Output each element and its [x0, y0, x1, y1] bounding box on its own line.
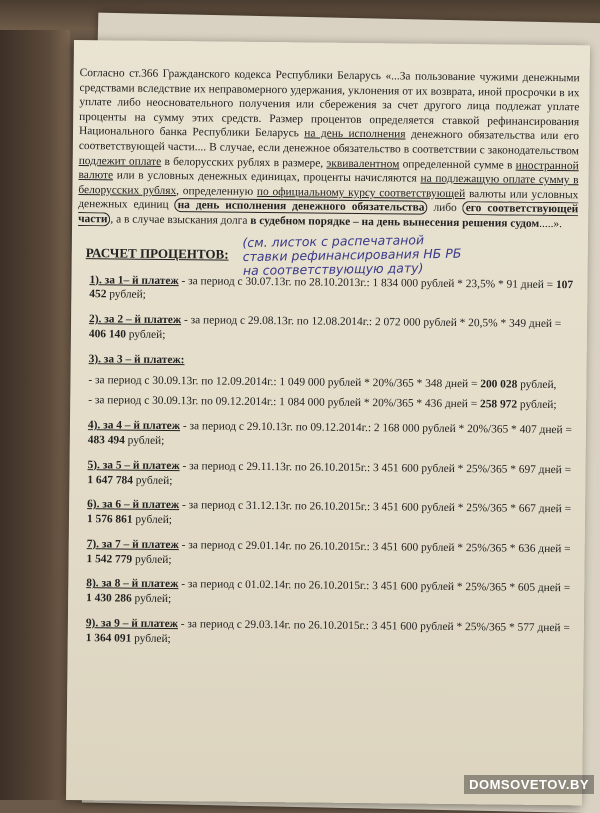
payment-entry-6: 6). за 6 – й платеж - за период с 31.12.13г. по 26.10.2015г.: 3 451 600 рублей * 25%/365 * 667 дней = 1 576 861 рублей;	[86, 498, 572, 527]
background-left	[0, 0, 70, 800]
payment-entry-4: 4). за 4 – й платеж - за период с 29.10.13г. по 09.12.2014г.: 2 168 000 рублей * 20%/365 * 407 дней = 483 494 рублей;	[87, 419, 572, 447]
payment-entry-8: 8). за 8 – й платеж - за период с 01.02.14г. по 26.10.2015г.: 3 451 600 рублей * 25%/365 * 605 дней = 1 430 286 рублей;	[86, 577, 571, 606]
payment-entry-3-sub-2: - за период с 30.09.13г. по 09.12.2014г.: 1 084 000 рублей * 20%/365 * 436 дней = 258 972 рублей;	[88, 394, 557, 412]
payment-entry-2: 2). за 2 – й платеж - за период с 29.08.13г. по 12.08.2014г.: 2 072 000 рублей * 20,5% * 349 дней = 406 140 рублей;	[88, 313, 562, 341]
payment-entries	[74, 273, 578, 651]
calculation-heading: РАСЧЕТ ПРОЦЕНТОВ:	[85, 244, 229, 262]
payment-entry-1: 1). за 1– й платеж - за период с 30.07.13г. по 28.10.2013г.: 1 834 000 рублей * 23,5% * 91 дней = 107 452 рублей;	[89, 273, 574, 302]
watermark-label: DOMSOVETOV.BY	[464, 775, 594, 794]
payment-entry-3: 3). за 3 – й платеж: - за период с 30.09.13г. по 12.09.2014г.: 1 049 000 рублей * 20%/365 * 348 дней = 200 028 рублей, - за период с 30.09.13г. по 09.12.2014г.: 1 084 000 рублей * 20%/365 * 436 дней = 258 972 рублей;	[76, 352, 577, 414]
document-page	[66, 40, 590, 805]
payment-entry-9: 9). за 9 – й платеж - за период с 29.03.14г. по 26.10.2015г.: 3 451 600 рублей * 25%/365 * 577 дней = 1 364 091 рублей;	[85, 617, 570, 645]
handwritten-note: (см. листок с распечатаной ставки рефинансирования НБ РБ на соответствующую дату)	[242, 231, 462, 278]
payment-entry-5: 5). за 5 – й платеж - за период с 29.11.13г. по 26.10.2015г.: 3 451 600 рублей * 25%/365 * 697 дней = 1 647 784 рублей;	[87, 458, 572, 487]
payment-entry-3-sub-1: - за период с 30.09.13г. по 12.09.2014г.: 1 049 000 рублей * 20%/365 * 348 дней = 200 028 рублей,	[88, 373, 557, 391]
payment-entry-7: 7). за 7 – й платеж - за период с 29.01.14г. по 26.10.2015г.: 3 451 600 рублей * 25%/365 * 636 дней = 1 542 779 рублей;	[86, 538, 571, 566]
calculation-heading-row	[78, 231, 578, 278]
quote-paragraph: Согласно ст.366 Гражданского кодекса Республики Беларусь «...За пользование чужими денежными средствами вследствие их неправомерного удержания, уклонения от их возврата, иной просрочки в их уплате либо неосновательного получения или сбережения за счет другого лица подлежат уплате проценты на сумму этих средств. Размер процентов определяется ставкой рефинансирования Национального банка Республики Беларусь на день исполнения денежного обязательства или его соответствующей части.... В случае, если денежное обязательство в соответствии с законодательством подлежит оплате в белорусских рублях в размере, эквивалентном определенной сумме в иностранной валюте или в условных денежных единицах, проценты начисляются на подлежащую оплате сумму в белорусских рублях, определенную по официальному курсу соответствующей валюты или условных денежных единиц на день исполнения денежного обязательства либо его соответствующей части , а в случае взыскания долга в судебном порядке – на день вынесения решения судом.....».	[78, 67, 580, 231]
